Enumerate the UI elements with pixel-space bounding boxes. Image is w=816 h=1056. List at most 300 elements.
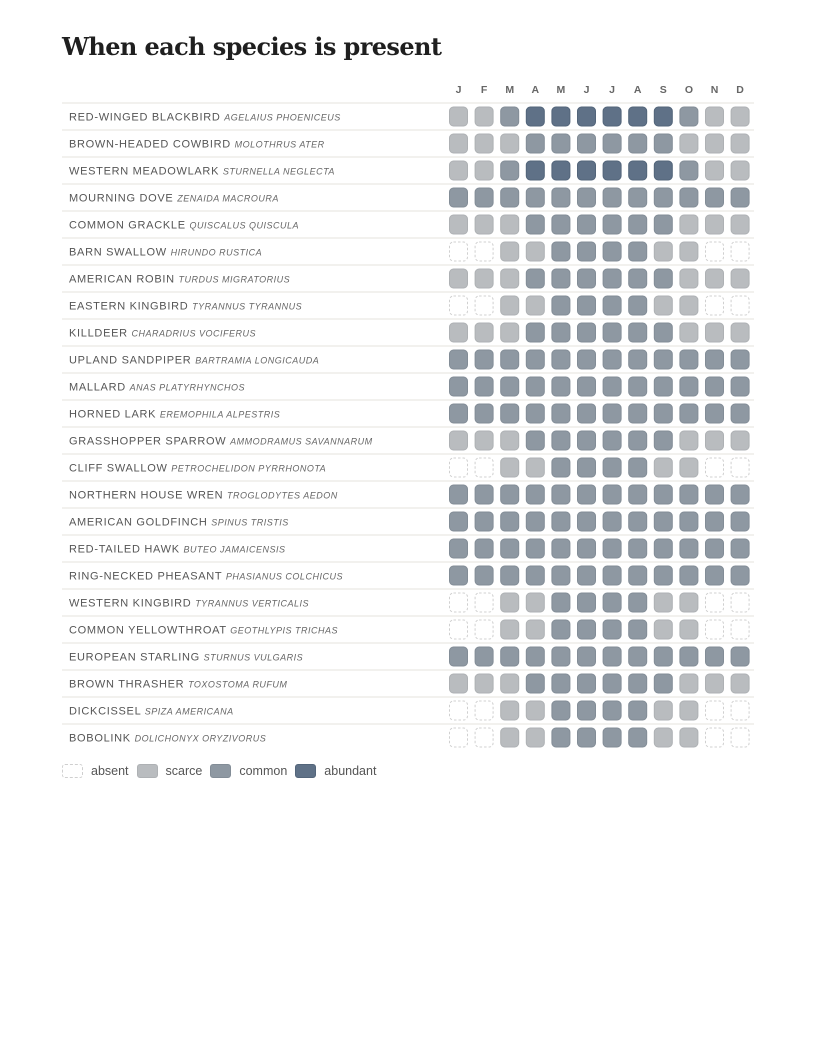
species-label: [69, 355, 319, 367]
species-label: [69, 652, 303, 664]
heatmap-cell: [603, 647, 621, 666]
heatmap-cell: [526, 242, 544, 261]
heatmap-cell: [680, 188, 698, 207]
heatmap-cell: [680, 485, 698, 504]
heatmap-cell: [578, 539, 596, 558]
heatmap-cell: [629, 215, 647, 234]
heatmap-cell: [475, 188, 493, 207]
species-scientific-name: EREMOPHILA ALPESTRIS: [159, 409, 281, 420]
heatmap-cell: [603, 107, 621, 126]
heatmap-cell: [552, 539, 570, 558]
heatmap-cell: [629, 134, 647, 153]
heatmap-cell: [731, 134, 749, 153]
heatmap-cell: [526, 269, 544, 288]
heatmap-cell: [475, 431, 493, 450]
heatmap-cell: [501, 593, 519, 612]
heatmap-cell: [450, 107, 468, 126]
legend-label-abundant: abundant: [324, 764, 377, 778]
heatmap-cell: [603, 188, 621, 207]
species-common-name: WESTERN KINGBIRD: [69, 597, 196, 610]
heatmap-cell: [629, 647, 647, 666]
species-scientific-name: DOLICHONYX ORYZIVORUS: [134, 733, 267, 744]
heatmap-cell: [578, 431, 596, 450]
heatmap-cell: [629, 485, 647, 504]
heatmap-cell: [501, 134, 519, 153]
heatmap-cell: [654, 728, 672, 747]
heatmap-cell: [475, 539, 493, 558]
heatmap-cell: [629, 296, 647, 315]
heatmap-cell: [501, 674, 519, 693]
heatmap-cell: [450, 728, 468, 747]
heatmap-cell: [706, 107, 724, 126]
heatmap-cell: [475, 134, 493, 153]
heatmap-cell: [475, 215, 493, 234]
heatmap-cell: [578, 242, 596, 261]
species-scientific-name: TURDUS MIGRATORIUS: [178, 274, 291, 285]
heatmap-cell: [501, 566, 519, 585]
heatmap-cell: [680, 566, 698, 585]
heatmap-cell: [603, 674, 621, 693]
species-scientific-name: MOLOTHRUS ATER: [234, 139, 325, 150]
species-common-name: BARN SWALLOW: [69, 246, 171, 259]
month-label: M: [505, 84, 515, 96]
species-label: [69, 706, 234, 718]
species-scientific-name: SPINUS TRISTIS: [211, 517, 289, 528]
heatmap-cell: [578, 161, 596, 180]
heatmap-cell: [578, 485, 596, 504]
heatmap-cell: [552, 269, 570, 288]
species-scientific-name: GEOTHLYPIS TRICHAS: [230, 625, 338, 636]
heatmap-cell: [603, 350, 621, 369]
heatmap-cell: [603, 728, 621, 747]
species-common-name: COMMON YELLOWTHROAT: [69, 624, 231, 637]
heatmap-cell: [526, 215, 544, 234]
species-common-name: RING-NECKED PHEASANT: [69, 570, 226, 583]
species-scientific-name: TYRANNUS VERTICALIS: [195, 598, 310, 609]
heatmap-cell: [706, 593, 724, 612]
heatmap-cell: [526, 350, 544, 369]
heatmap-cell: [578, 512, 596, 531]
heatmap-cell: [603, 485, 621, 504]
heatmap-cell: [501, 323, 519, 342]
heatmap-cell: [578, 188, 596, 207]
species-scientific-name: HIRUNDO RUSTICA: [170, 247, 263, 258]
heatmap-cell: [526, 323, 544, 342]
heatmap-cell: [552, 647, 570, 666]
heatmap-cell: [629, 269, 647, 288]
heatmap-cell: [706, 242, 724, 261]
heatmap-cell: [654, 512, 672, 531]
heatmap-cell: [603, 701, 621, 720]
month-label: J: [455, 84, 462, 96]
month-label: D: [736, 84, 744, 96]
heatmap-cell: [654, 539, 672, 558]
species-scientific-name: QUISCALUS QUISCULA: [189, 220, 300, 231]
heatmap-cell: [629, 350, 647, 369]
species-common-name: BROWN-HEADED COWBIRD: [69, 138, 235, 151]
heatmap-cell: [654, 593, 672, 612]
heatmap-cell: [552, 242, 570, 261]
heatmap-cell: [501, 188, 519, 207]
heatmap-cell: [603, 323, 621, 342]
heatmap-cell: [501, 620, 519, 639]
heatmap-cell: [475, 620, 493, 639]
heatmap-cell: [475, 728, 493, 747]
heatmap-cell: [552, 350, 570, 369]
species-scientific-name: BUTEO JAMAICENSIS: [183, 544, 286, 555]
heatmap-cell: [706, 377, 724, 396]
heatmap-cell: [501, 485, 519, 504]
heatmap-cell: [654, 485, 672, 504]
heatmap-cell: [578, 134, 596, 153]
species-common-name: UPLAND SANDPIPER: [69, 354, 196, 367]
heatmap-cell: [654, 647, 672, 666]
heatmap-cell: [526, 512, 544, 531]
heatmap-cell: [731, 593, 749, 612]
heatmap-cell: [654, 215, 672, 234]
legend-item-abundant: [295, 764, 376, 778]
heatmap-cell: [552, 404, 570, 423]
heatmap-cell: [654, 620, 672, 639]
heatmap-cell: [526, 566, 544, 585]
heatmap-cell: [603, 404, 621, 423]
heatmap-cell: [680, 107, 698, 126]
heatmap-cell: [680, 215, 698, 234]
species-scientific-name: STURNELLA NEGLECTA: [222, 166, 335, 177]
species-scientific-name: ANAS PLATYRHYNCHOS: [129, 382, 245, 393]
heatmap-cell: [654, 161, 672, 180]
species-label: [69, 463, 326, 475]
heatmap-cell: [450, 269, 468, 288]
heatmap-cell: [629, 620, 647, 639]
heatmap-cell: [450, 188, 468, 207]
heatmap-cell: [680, 269, 698, 288]
heatmap-cell: [552, 620, 570, 639]
heatmap-cell: [654, 431, 672, 450]
heatmap-cell: [475, 296, 493, 315]
species-scientific-name: BARTRAMIA LONGICAUDA: [195, 355, 320, 366]
heatmap-cell: [526, 161, 544, 180]
heatmap-cell: [654, 188, 672, 207]
species-scientific-name: PHASIANUS COLCHICUS: [225, 571, 343, 582]
heatmap-cell: [654, 458, 672, 477]
heatmap-cell: [501, 350, 519, 369]
legend-swatch-absent: [62, 764, 83, 778]
heatmap-cell: [578, 296, 596, 315]
month-label: J: [583, 84, 590, 96]
heatmap-cell: [475, 269, 493, 288]
heatmap-cell: [578, 701, 596, 720]
heatmap-cell: [706, 701, 724, 720]
heatmap-cell: [552, 728, 570, 747]
heatmap-cell: [501, 296, 519, 315]
heatmap-cell: [629, 377, 647, 396]
heatmap-cell: [706, 458, 724, 477]
heatmap-cell: [501, 458, 519, 477]
heatmap-cell: [526, 674, 544, 693]
heatmap-cell: [475, 161, 493, 180]
heatmap-cell: [706, 728, 724, 747]
heatmap-cell: [731, 377, 749, 396]
species-label: [69, 436, 373, 448]
species-common-name: BROWN THRASHER: [69, 678, 189, 691]
heatmap-cell: [654, 242, 672, 261]
heatmap-cell: [629, 539, 647, 558]
species-common-name: WESTERN MEADOWLARK: [69, 165, 223, 178]
species-label: [69, 220, 299, 232]
heatmap-cell: [501, 215, 519, 234]
heatmap-cell: [501, 107, 519, 126]
species-scientific-name: STURNUS VULGARIS: [203, 652, 304, 663]
heatmap-cell: [552, 296, 570, 315]
heatmap-cell: [552, 215, 570, 234]
heatmap-cell: [629, 593, 647, 612]
legend-item-scarce: [137, 764, 203, 778]
species-label: [69, 112, 341, 124]
heatmap-cell: [501, 404, 519, 423]
heatmap-cell: [654, 323, 672, 342]
heatmap-cell: [629, 323, 647, 342]
heatmap-cell: [450, 647, 468, 666]
heatmap-cell: [706, 485, 724, 504]
heatmap-cell: [731, 458, 749, 477]
species-label: [69, 382, 245, 394]
legend: [62, 763, 384, 779]
heatmap-cell: [654, 566, 672, 585]
heatmap-cell: [654, 269, 672, 288]
heatmap-cell: [475, 593, 493, 612]
heatmap-cell: [475, 647, 493, 666]
heatmap-cell: [578, 620, 596, 639]
heatmap-cell: [450, 701, 468, 720]
month-label: A: [633, 84, 642, 96]
heatmap-cell: [706, 539, 724, 558]
heatmap-cell: [603, 242, 621, 261]
heatmap-cell: [526, 458, 544, 477]
heatmap-cell: [501, 701, 519, 720]
species-scientific-name: TROGLODYTES AEDON: [227, 490, 338, 501]
species-scientific-name: TYRANNUS TYRANNUS: [192, 301, 303, 312]
heatmap-cell: [629, 188, 647, 207]
species-scientific-name: CHARADRIUS VOCIFERUS: [131, 328, 257, 339]
heatmap-cell: [578, 674, 596, 693]
species-common-name: MOURNING DOVE: [69, 192, 178, 205]
heatmap-cell: [475, 107, 493, 126]
species-common-name: KILLDEER: [69, 327, 132, 340]
heatmap-cell: [501, 431, 519, 450]
species-label: [69, 517, 289, 529]
heatmap-cell: [578, 215, 596, 234]
month-label: O: [684, 84, 693, 96]
heatmap-cell: [501, 242, 519, 261]
heatmap-cell: [578, 107, 596, 126]
heatmap-cell: [450, 242, 468, 261]
heatmap-cell: [475, 458, 493, 477]
heatmap-cell: [578, 458, 596, 477]
heatmap-cell: [680, 647, 698, 666]
heatmap-cell: [680, 728, 698, 747]
heatmap-cell: [654, 134, 672, 153]
heatmap-cell: [526, 188, 544, 207]
heatmap-cell: [603, 296, 621, 315]
heatmap-cell: [629, 431, 647, 450]
heatmap-cell: [680, 458, 698, 477]
month-label: A: [531, 84, 540, 96]
heatmap-cell: [654, 377, 672, 396]
heatmap-cell: [552, 161, 570, 180]
heatmap-cell: [731, 404, 749, 423]
heatmap-cell: [450, 215, 468, 234]
heatmap-cell: [450, 458, 468, 477]
heatmap-cell: [552, 674, 570, 693]
heatmap-cell: [629, 107, 647, 126]
heatmap-cell: [706, 323, 724, 342]
heatmap-cell: [475, 512, 493, 531]
heatmap-cell: [526, 647, 544, 666]
heatmap-cell: [526, 539, 544, 558]
heatmap-cell: [706, 620, 724, 639]
heatmap-cell: [450, 431, 468, 450]
species-label: [69, 598, 309, 610]
heatmap-cell: [578, 404, 596, 423]
heatmap-cell: [629, 242, 647, 261]
heatmap-cell: [706, 188, 724, 207]
heatmap-cell: [450, 539, 468, 558]
heatmap-cell: [731, 620, 749, 639]
heatmap-cell: [603, 566, 621, 585]
heatmap-cell: [526, 404, 544, 423]
heatmap-cell: [475, 350, 493, 369]
species-label: [69, 544, 286, 556]
heatmap-cell: [603, 539, 621, 558]
species-label: [69, 733, 266, 745]
heatmap-cell: [680, 593, 698, 612]
species-scientific-name: ZENAIDA MACROURA: [177, 193, 279, 204]
species-label: [69, 193, 279, 205]
chart-title: When each species is present: [62, 32, 442, 61]
heatmap-cell: [475, 485, 493, 504]
heatmap-cell: [501, 512, 519, 531]
species-common-name: COMMON GRACKLE: [69, 219, 190, 232]
heatmap-cell: [680, 512, 698, 531]
species-common-name: MALLARD: [69, 381, 130, 394]
heatmap-cell: [552, 701, 570, 720]
legend-swatch-common: [210, 764, 231, 778]
heatmap-cell: [450, 350, 468, 369]
legend-item-common: [210, 764, 287, 778]
species-scientific-name: AMMODRAMUS SAVANNARUM: [230, 436, 373, 447]
heatmap-cell: [731, 215, 749, 234]
legend-label-common: common: [239, 764, 288, 778]
month-label: J: [609, 84, 616, 96]
species-label: [69, 301, 302, 313]
heatmap-cell: [450, 323, 468, 342]
heatmap-cell: [578, 377, 596, 396]
heatmap-cell: [526, 107, 544, 126]
heatmap-cell: [654, 350, 672, 369]
heatmap-cell: [680, 539, 698, 558]
heatmap-cell: [450, 593, 468, 612]
heatmap-cell: [731, 296, 749, 315]
heatmap-cell: [526, 593, 544, 612]
heatmap-cell: [706, 404, 724, 423]
heatmap-cell: [450, 620, 468, 639]
heatmap-cell: [552, 512, 570, 531]
species-common-name: CLIFF SWALLOW: [69, 462, 172, 475]
heatmap-cell: [680, 431, 698, 450]
heatmap-cell: [706, 647, 724, 666]
heatmap-cell: [654, 296, 672, 315]
species-common-name: NORTHERN HOUSE WREN: [69, 489, 228, 502]
heatmap-cell: [552, 134, 570, 153]
heatmap-cell: [526, 485, 544, 504]
heatmap-cell: [552, 107, 570, 126]
heatmap-cell: [475, 566, 493, 585]
heatmap-cell: [680, 323, 698, 342]
species-label: [69, 679, 287, 691]
heatmap-cell: [731, 701, 749, 720]
heatmap-cell: [578, 269, 596, 288]
heatmap-cell: [603, 512, 621, 531]
month-label: N: [710, 84, 719, 96]
heatmap-cell: [501, 161, 519, 180]
heatmap-cell: [680, 350, 698, 369]
heatmap-cell: [450, 674, 468, 693]
heatmap-cell: [578, 728, 596, 747]
heatmap-cell: [706, 269, 724, 288]
legend-swatch-scarce: [137, 764, 158, 778]
heatmap-cell: [680, 674, 698, 693]
heatmap-cell: [731, 323, 749, 342]
heatmap-cell: [603, 161, 621, 180]
species-label: [69, 166, 335, 178]
heatmap-cell: [603, 215, 621, 234]
heatmap-cell: [629, 458, 647, 477]
heatmap-cell: [552, 485, 570, 504]
heatmap-cell: [629, 404, 647, 423]
heatmap-cell: [629, 161, 647, 180]
heatmap-cell: [552, 458, 570, 477]
heatmap-cell: [552, 188, 570, 207]
heatmap-cell: [731, 431, 749, 450]
heatmap-cell: [501, 539, 519, 558]
heatmap-cell: [450, 161, 468, 180]
species-scientific-name: PETROCHELIDON PYRRHONOTA: [171, 463, 327, 474]
heatmap-cell: [552, 431, 570, 450]
heatmap-cell: [450, 404, 468, 423]
heatmap-cell: [731, 674, 749, 693]
heatmap-cell: [680, 161, 698, 180]
heatmap-cell: [680, 377, 698, 396]
heatmap-cell: [450, 485, 468, 504]
heatmap-cell: [629, 674, 647, 693]
heatmap-cell: [731, 485, 749, 504]
heatmap-cell: [706, 350, 724, 369]
month-label: S: [659, 84, 667, 96]
heatmap-cell: [450, 377, 468, 396]
heatmap-cell: [526, 620, 544, 639]
heatmap-cell: [501, 269, 519, 288]
month-label: M: [556, 84, 566, 96]
heatmap-cell: [501, 647, 519, 666]
species-common-name: AMERICAN ROBIN: [69, 273, 179, 286]
heatmap-cell: [475, 404, 493, 423]
heatmap-cell: [731, 107, 749, 126]
heatmap-cell: [450, 134, 468, 153]
heatmap-cell: [578, 566, 596, 585]
heatmap-cell: [552, 593, 570, 612]
heatmap-cell: [603, 431, 621, 450]
